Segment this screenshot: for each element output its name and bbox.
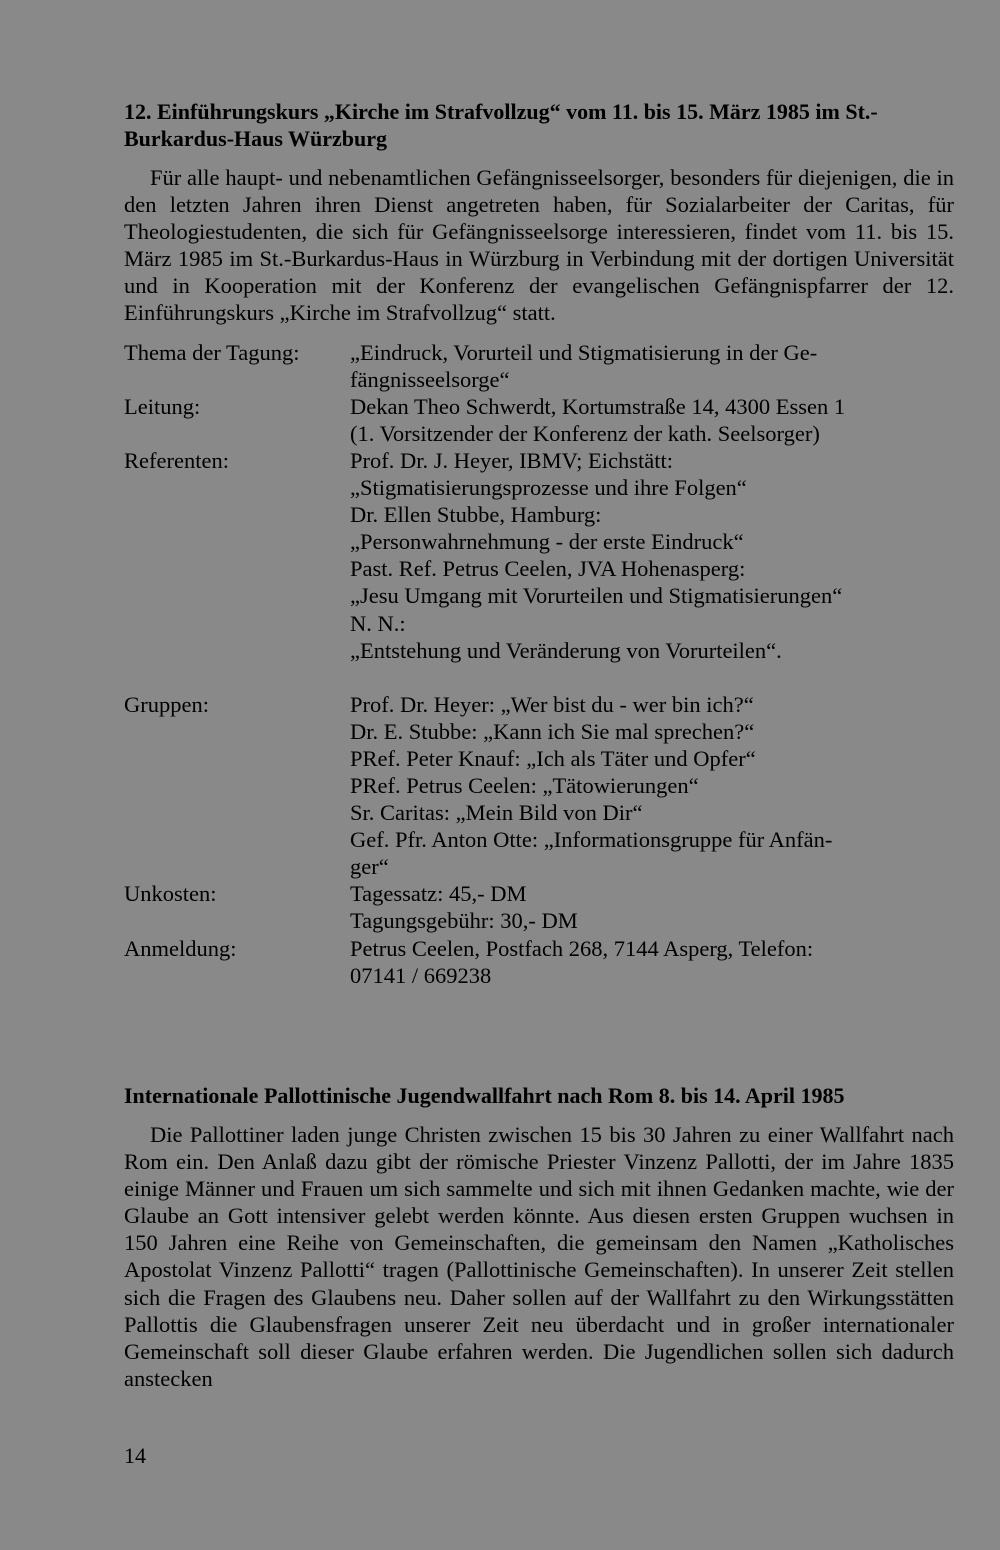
section-paragraph: Die Pallottiner laden junge Christen zwischen 15 bis 30 Jahren zu einer Wallfahrt nach Rom ein. Den Anlaß dazu gibt der römische Priester Vinzenz Pallotti, der im Jahre 1835 einige Männer und Frauen um sich sammelte und sich mit ihnen Gedanken machte, wie der Glaube an Gott intensiver gelebt werden könnte. Aus diesen ersten Gruppen wuchsen in 150 Jahren eine Reihe von Gemeinschaften, die gemeinsam den Namen „Katholisches Apostolat Vinzenz Pallotti“ tragen (Pallottinische Gemeinschaften). In unserer Zeit stellen sich die Fragen des Glaubens neu. Daher sollen auf der Wallfahrt zu den Wirkungsstätten Pallottis die Glaubensfragen unserer Zeit neu überdacht und in großer internationaler Gemeinschaft soll dieser Glaube erfahren werden. Die Jugendlichen sollen sich dadurch anstecken (124, 1122, 954, 1391)
section-heading: 12. Einführungskurs „Kirche im Strafvollzug“ vom 11. bis 15. März 1985 im St.-Burkardus-Haus Würzburg (124, 99, 878, 151)
details-label: Thema der Tagung: (124, 339, 300, 365)
details-line: Sr. Caritas: „Mein Bild von Dir“ (350, 800, 643, 826)
details-line: PRef. Petrus Ceelen: „Tätowierungen“ (350, 772, 699, 798)
details-table (124, 339, 954, 989)
details-line: Prof. Dr. J. Heyer, IBMV; Eichstätt: (350, 447, 674, 473)
details-line: Tagessatz: 45,- DM (350, 881, 527, 907)
details-label: Leitung: (124, 393, 201, 419)
details-row-referenten (124, 447, 954, 664)
details-line: Gef. Pfr. Anton Otte: „Informationsgruppe für Anfän- (350, 827, 833, 853)
details-line: (1. Vorsitzender der Konferenz der kath. Seelsorger) (350, 420, 820, 446)
details-row-leitung (124, 393, 954, 447)
details-line: „Entstehung und Veränderung von Vorurteilen“. (350, 637, 782, 663)
details-line: fängnisseelsorge“ (350, 366, 510, 392)
details-line: Dekan Theo Schwerdt, Kortumstraße 14, 4300 Essen 1 (350, 393, 846, 419)
details-line: Dr. E. Stubbe: „Kann ich Sie mal sprechen?“ (350, 718, 755, 744)
details-line: „Personwahrnehmung - der erste Eindruck“ (350, 529, 744, 555)
details-line: „Jesu Umgang mit Vorurteilen und Stigmatisierungen“ (350, 583, 843, 609)
details-row-unkosten (124, 880, 954, 934)
details-label: Referenten: (124, 447, 229, 473)
details-value (350, 447, 954, 664)
details-value (350, 691, 954, 881)
section-paragraph: Für alle haupt- und nebenamtlichen Gefängnisseelsorger, besonders für diejenigen, die in den letzten Jahren ihren Dienst angetreten haben, für Sozialarbeiter der Caritas, für Theologiestudenten, die sich für Gefängnisseelsorge interessieren, findet vom 11. bis 15. März 1985 im St.-Burkardus-Haus in Würzburg in Verbindung mit der dortigen Universität und in Kooperation mit der Konferenz der evangelischen Gefängnispfarrer der 12. Einführungskurs „Kirche im Strafvollzug“ statt. (124, 165, 954, 326)
page-number: 14 (124, 1443, 146, 1468)
details-line: PRef. Peter Knauf: „Ich als Täter und Opfer“ (350, 745, 756, 771)
section-heading: Internationale Pallottinische Jugendwallfahrt nach Rom 8. bis 14. April 1985 (124, 1083, 845, 1108)
details-line: N. N.: (350, 610, 406, 636)
details-line: „Eindruck, Vorurteil und Stigmatisierung in der Ge- (350, 339, 818, 365)
section-jugendwallfahrt (124, 1082, 954, 1392)
details-value (350, 393, 954, 447)
details-line: 07141 / 669238 (350, 962, 492, 988)
details-label: Anmeldung: (124, 935, 237, 961)
details-label: Unkosten: (124, 881, 217, 907)
details-value (350, 880, 954, 934)
section-kirche-im-strafvollzug (124, 98, 954, 989)
details-label: Gruppen: (124, 691, 209, 717)
details-line: Prof. Dr. Heyer: „Wer bist du - wer bin ich?“ (350, 691, 754, 717)
details-value (350, 339, 954, 393)
details-row-gruppen (124, 691, 954, 881)
details-line: „Stigmatisierungsprozesse und ihre Folgen“ (350, 475, 747, 501)
details-line: Past. Ref. Petrus Ceelen, JVA Hohenasperg: (350, 556, 746, 582)
details-line: Petrus Ceelen, Postfach 268, 7144 Asperg, Telefon: (350, 935, 814, 961)
details-line: Tagungsgebühr: 30,- DM (350, 908, 578, 934)
details-line: ger“ (350, 854, 389, 880)
details-row-thema (124, 339, 954, 393)
details-row-anmeldung (124, 935, 954, 989)
details-line: Dr. Ellen Stubbe, Hamburg: (350, 502, 602, 528)
details-value (350, 935, 954, 989)
